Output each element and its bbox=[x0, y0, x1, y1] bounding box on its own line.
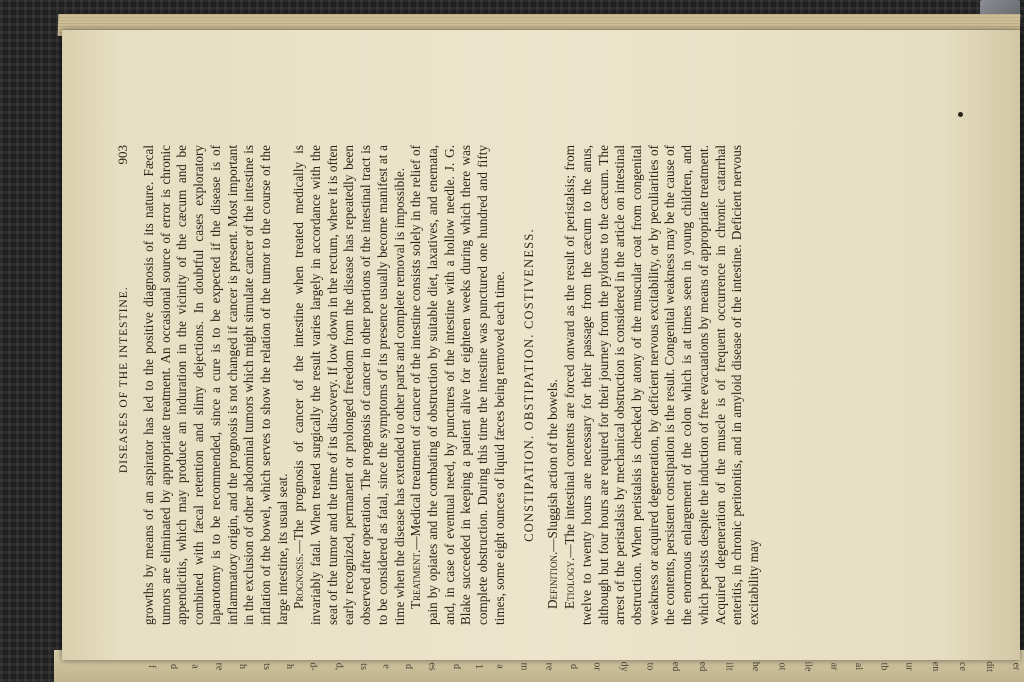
paragraph-prognosis bbox=[291, 145, 408, 625]
paragraph-text: —Medical treatment of cancer of the intestine consists solely in the relief of pain by opiates and the combating of obstruction by suitable diet, laxatives, and enemata, and, in case of eventual need, by punctures of the intestine with a hollow needle. J. G. Blake succeeded in keeping a patient alive for eighteen weeks during which there was complete obstruction. During this time the intestine was punctured one hundred and fifty times, some eight ounces of liquid fæces being removed each time. bbox=[408, 145, 507, 625]
facing-page-fragment: ts bbox=[260, 662, 272, 670]
facing-page-fragment: m bbox=[518, 662, 530, 670]
running-header-title: DISEASES OF THE INTESTINE. bbox=[118, 286, 130, 474]
paragraph-treatment bbox=[408, 145, 508, 625]
page-text-block bbox=[115, 145, 905, 625]
facing-page-fragment: to bbox=[644, 662, 656, 670]
running-header bbox=[115, 145, 131, 625]
facing-page-fragment: d bbox=[167, 663, 179, 669]
facing-page-fragment: er bbox=[1010, 662, 1022, 670]
paragraph-lead: Definition. bbox=[545, 551, 561, 609]
facing-page-fragment: re bbox=[543, 662, 555, 670]
facing-page-fragment: e bbox=[380, 663, 392, 669]
paragraph-text: —The intestinal contents are forced onward as the result of peristalsis; from twelve to twenty hours are necessary for their passage from the cæcum to the anus, although but four hours are required for their journey from the pylorus to the cæcum. The arrest of the peristalsis by mechanical obstruction is considered in the article on intestinal obstruction. When peristalsis is checked by atony of the muscular coat from congenital weakness or acquired degeneration, by deficient nervous excitability, or by peculiarities of the contents, persistent constipation is the result. Congenital weakness may be the cause of the enormous enlargement of the colon which is at times seen in young children, and which persists despite the induction of free evacuations by means of appropriate treatment. Acquired degeneration of the muscle is of frequent occurrence in chronic catarrhal enteritis, in chronic peritonitis, and in amyloid disease of the intestine. Deficient nervous excitability may bbox=[562, 145, 761, 625]
facing-page-fragment: ilt bbox=[723, 661, 735, 671]
facing-page-fragment: ar bbox=[828, 662, 840, 670]
facing-page-fragment: he bbox=[749, 661, 761, 671]
paragraph-text: growths by means of an aspirator has led to the positive diagnosis of its nature. Fæcal tumors are eliminated by appropriate treatment. An occasional source of error is chronic appendicitis, which may produce an induration in the vicinity of the cæcum and be combined with fæcal retention and slimy dejections. In doubtful cases exploratory laparotomy is to be recommended, since a cure is to be expected if the disease is of inflammatory origin, and the prognosis is not changed if cancer is present. Most important in the exclusion of other abdominal tumors which might simulate cancer of the intestine is inflation of the bowel, which serves to show the relation of the tumor to the course of the large intestine, its usual seat. bbox=[141, 145, 290, 625]
facing-page-fragment: h bbox=[237, 663, 249, 669]
facing-page-fragment: a bbox=[189, 663, 201, 669]
facing-page-fragment: ur bbox=[903, 661, 915, 671]
facing-page-fragment: ot bbox=[775, 662, 787, 670]
facing-page-fragment: tb bbox=[878, 662, 890, 670]
facing-page-fragment: 1 bbox=[473, 663, 485, 669]
paragraph-lead: Etiology. bbox=[562, 557, 578, 609]
page-number: 903 bbox=[115, 145, 130, 165]
facing-page-fragment: es bbox=[426, 661, 438, 671]
section-title: CONSTIPATION. OBSTIPATION. COSTIVENESS. bbox=[522, 228, 537, 542]
facing-page-fragment: al bbox=[853, 662, 865, 670]
facing-page-fragment: a bbox=[495, 663, 507, 669]
facing-page-fragment: d bbox=[402, 663, 414, 669]
facing-page-fragment: f bbox=[146, 664, 158, 668]
paragraph-lead: Prognosis. bbox=[291, 553, 307, 609]
facing-page-fragment: d bbox=[567, 663, 579, 669]
facing-page-fragment: ts bbox=[357, 662, 369, 670]
facing-page-fragment: d, bbox=[332, 662, 344, 670]
paragraph-continuation bbox=[141, 145, 291, 625]
facing-page-fragment: en bbox=[930, 661, 942, 671]
facing-page-fragment: h bbox=[283, 663, 295, 669]
paragraph-text: —Sluggish action of the bowels. bbox=[545, 379, 561, 552]
facing-page-fragment: dy bbox=[618, 661, 630, 671]
facing-page-fragment: ce bbox=[956, 661, 968, 671]
paragraph-lead: Treatment. bbox=[408, 549, 424, 609]
ink-spot bbox=[958, 112, 963, 117]
facing-page-fragment: re bbox=[213, 662, 225, 670]
facing-page-fragment: ed bbox=[697, 661, 709, 671]
paragraph-etiology bbox=[562, 145, 762, 625]
facing-page-fragment: ile bbox=[802, 661, 814, 671]
facing-page-fragment: d bbox=[450, 663, 462, 669]
paragraph-definition bbox=[545, 145, 562, 625]
facing-page-fragment: or bbox=[591, 661, 603, 671]
facing-page-fragment: ed bbox=[670, 661, 682, 671]
facing-page-fragment: d- bbox=[307, 661, 319, 671]
facing-page-fragment: dit bbox=[983, 660, 995, 672]
paragraph-text: —The prognosis of cancer of the intestine when treated medically is invariably fatal. When treated surgically the result varies largely in accordance with the seat of the tumor and the time of its discovery. If low down in the rectum, where it is often early recognized, permanent or prolonged freedom from the disease has repeatedly been observed after operation. The prognosis of cancer in other portions of the intestinal tract is to be considered as fatal, since the symptoms of its presence usually become manifest at a time when the disease has extended to other parts and complete removal is impossible. bbox=[291, 145, 407, 625]
